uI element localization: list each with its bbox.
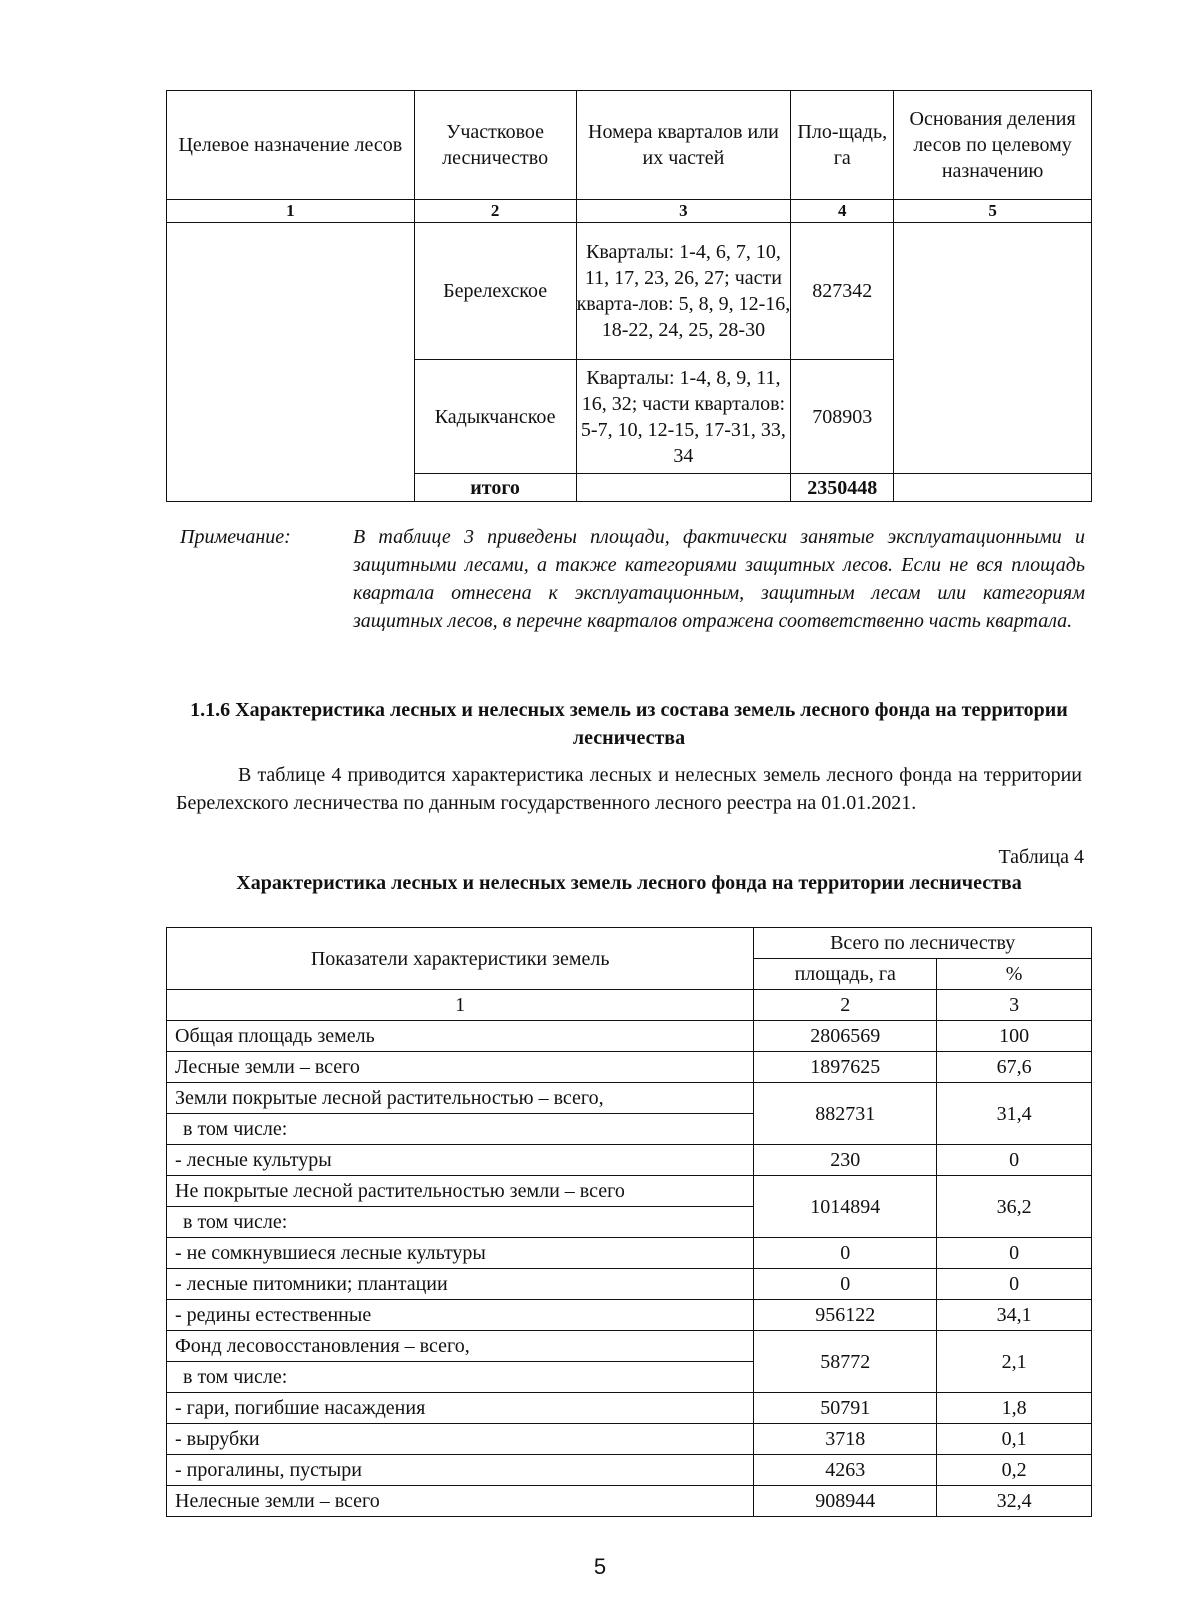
table-row — [167, 1052, 1092, 1083]
row-pct: 0 — [937, 1145, 1092, 1176]
col-number: 1 — [167, 990, 754, 1021]
total-basis-cell — [894, 474, 1092, 502]
col-number: 2 — [414, 200, 576, 223]
row-area: 908944 — [754, 1486, 937, 1517]
row-label: Не покрытые лесной растительностью земли – всего — [167, 1176, 754, 1207]
basis-cell — [894, 223, 1092, 474]
row-label: - гари, погибшие насаждения — [167, 1393, 754, 1424]
total-quarters-cell — [576, 474, 791, 502]
row-label: Земли покрытые лесной растительностью – всего, — [167, 1083, 754, 1114]
row-pct: 67,6 — [937, 1052, 1092, 1083]
table-row — [167, 223, 1092, 360]
col-number: 2 — [754, 990, 937, 1021]
row-pct: 0 — [937, 1269, 1092, 1300]
table-row — [167, 1238, 1092, 1269]
row-pct: 0 — [937, 1238, 1092, 1269]
row-pct: 0,2 — [937, 1455, 1092, 1486]
table-number: Таблица 4 — [998, 846, 1084, 868]
quarters-cell: Кварталы: 1-4, 8, 9, 11, 16, 32; части кварталов: 5-7, 10, 12-15, 17-31, 33, 34 — [576, 360, 791, 474]
col-number: 5 — [894, 200, 1092, 223]
table-row — [167, 1269, 1092, 1300]
row-label: - прогалины, пустыри — [167, 1455, 754, 1486]
row-label: Лесные земли – всего — [167, 1052, 754, 1083]
district-cell: Кадыкчанское — [414, 360, 576, 474]
row-label: - редины естественные — [167, 1300, 754, 1331]
row-label: - лесные питомники; плантации — [167, 1269, 754, 1300]
quarters-cell: Кварталы: 1-4, 6, 7, 10, 11, 17, 23, 26, 27; части кварта-лов: 5, 8, 9, 12-16, 18-22, 24, 25, 28-30 — [576, 223, 791, 360]
row-area: 4263 — [754, 1455, 937, 1486]
row-area: 1897625 — [754, 1052, 937, 1083]
row-pct: 32,4 — [937, 1486, 1092, 1517]
row-label: Фонд лесовосстановления – всего, — [167, 1331, 754, 1362]
row-pct: 100 — [937, 1021, 1092, 1052]
page-number: 5 — [593, 1554, 607, 1579]
header-purpose: Целевое назначение лесов — [167, 91, 415, 200]
table-row — [167, 1300, 1092, 1331]
row-area: 1014894 — [754, 1176, 937, 1238]
table-row — [167, 1021, 1092, 1052]
table-3-continuation — [166, 90, 1092, 502]
row-pct: 0,1 — [937, 1424, 1092, 1455]
row-pct: 2,1 — [937, 1331, 1092, 1393]
area-cell: 827342 — [791, 223, 894, 360]
table-4 — [166, 927, 1092, 1517]
area-cell: 708903 — [791, 360, 894, 474]
header-district: Участковое лесничество — [414, 91, 576, 200]
row-label: - не сомкнувшиеся лесные культуры — [167, 1238, 754, 1269]
section-paragraph: В таблице 4 приводится характеристика лесных и нелесных земель лесного фонда на территории Берелехского лесничества по данным государственного лесного реестра на 01.01.2021. — [176, 764, 1082, 814]
table-row — [167, 1176, 1092, 1207]
table-title: Характеристика лесных и нелесных земель лесного фонда на территории лесничества — [236, 872, 1022, 894]
col-number: 3 — [937, 990, 1092, 1021]
row-label: - лесные культуры — [167, 1145, 754, 1176]
header-area: Пло-щадь, га — [791, 91, 894, 200]
row-area: 58772 — [754, 1331, 937, 1393]
table-row — [167, 1331, 1092, 1362]
table-row — [167, 1424, 1092, 1455]
note-text: В таблице 3 приведены площади, фактически занятые эксплуатационными и защитными лесами, а также категориями защитных лесов. Если не вся площадь квартала отнесена к эксплуатационным, защитным лесам или категориям защитных лесов, в перечне кварталов отражена соответственно часть квартала. — [353, 526, 1085, 632]
row-area: 0 — [754, 1238, 937, 1269]
row-area: 230 — [754, 1145, 937, 1176]
table-row — [167, 1393, 1092, 1424]
row-area: 3718 — [754, 1424, 937, 1455]
row-area: 2806569 — [754, 1021, 937, 1052]
note-label: Примечание: — [180, 526, 291, 548]
header-area: площадь, га — [754, 959, 937, 990]
row-label: Нелесные земли – всего — [167, 1486, 754, 1517]
row-label: - вырубки — [167, 1424, 754, 1455]
row-area: 50791 — [754, 1393, 937, 1424]
table-row — [167, 1486, 1092, 1517]
table-row — [167, 1083, 1092, 1114]
row-pct: 36,2 — [937, 1176, 1092, 1238]
table-row — [167, 1145, 1092, 1176]
total-area: 2350448 — [791, 474, 894, 502]
row-area: 0 — [754, 1269, 937, 1300]
row-sublabel: в том числе: — [167, 1114, 754, 1145]
col-number: 4 — [791, 200, 894, 223]
table-row — [167, 1455, 1092, 1486]
table-note — [180, 523, 1085, 635]
header-indicators: Показатели характеристики земель — [167, 928, 754, 990]
col-number: 3 — [576, 200, 791, 223]
header-pct: % — [937, 959, 1092, 990]
row-sublabel: в том числе: — [167, 1362, 754, 1393]
purpose-cell — [167, 223, 415, 502]
section-heading: 1.1.6 Характеристика лесных и нелесных земель из состава земель лесного фонда на территории лесничества — [190, 699, 1068, 749]
row-pct: 1,8 — [937, 1393, 1092, 1424]
row-area: 956122 — [754, 1300, 937, 1331]
header-total: Всего по лесничеству — [754, 928, 1092, 959]
row-label: Общая площадь земель — [167, 1021, 754, 1052]
total-label: итого — [414, 474, 576, 502]
row-sublabel: в том числе: — [167, 1207, 754, 1238]
row-pct: 31,4 — [937, 1083, 1092, 1145]
row-area: 882731 — [754, 1083, 937, 1145]
header-quarters: Номера кварталов или их частей — [576, 91, 791, 200]
row-pct: 34,1 — [937, 1300, 1092, 1331]
header-basis: Основания деления лесов по целевому назначению — [894, 91, 1092, 200]
col-number: 1 — [167, 200, 415, 223]
district-cell: Берелехское — [414, 223, 576, 360]
